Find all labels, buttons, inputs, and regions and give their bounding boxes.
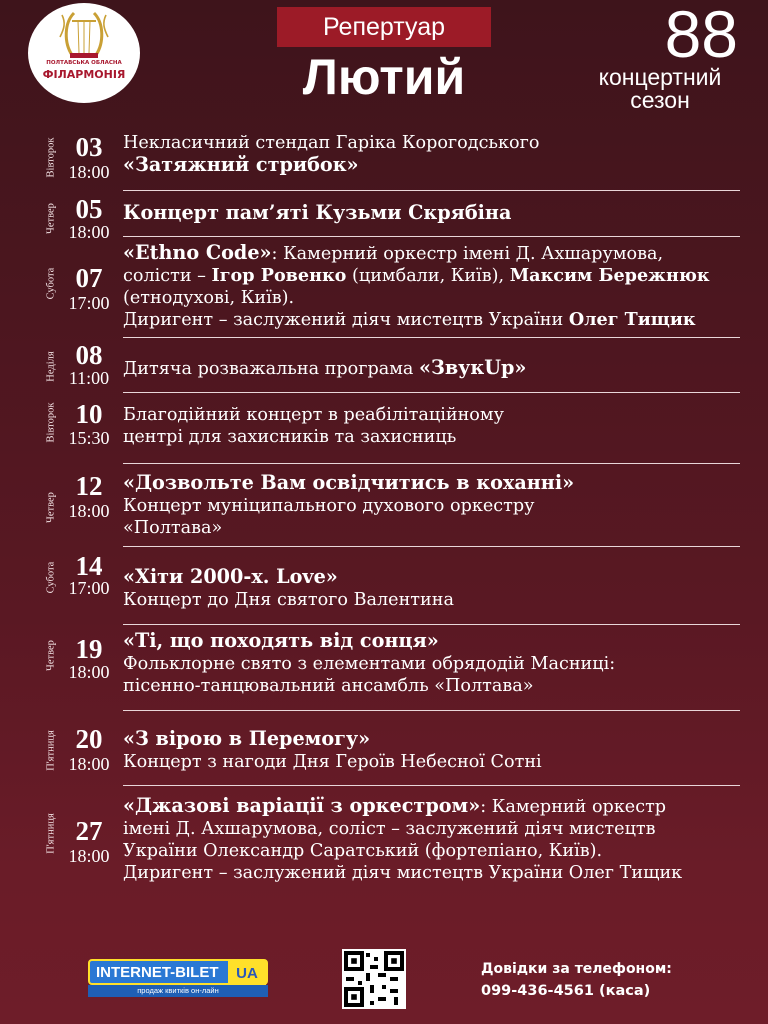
- event-line: [123, 287, 755, 309]
- event-text-segment: Концерт з нагоди Дня Героїв Небесної Сотні: [123, 752, 542, 772]
- event-text-segment: : Камерний оркестр імені Д. Ахшарумова,: [271, 244, 664, 264]
- event-text-segment: Фольклорне свято з елементами обрядодій Масниці:: [123, 654, 616, 674]
- separator: [123, 463, 740, 464]
- contact-phone[interactable]: 099-436-4561 (каса): [481, 983, 651, 999]
- qr-code[interactable]: [342, 949, 406, 1009]
- event-text-segment: «Затяжний стрибок»: [123, 153, 359, 176]
- event-text-segment: солісти –: [123, 266, 212, 286]
- event-day-label: Вівторок: [45, 402, 57, 443]
- event-line: [123, 795, 755, 818]
- month-title: Лютий: [302, 49, 466, 105]
- separator: [123, 337, 740, 338]
- event-description: [123, 357, 755, 380]
- event-date: 27: [75, 816, 103, 846]
- repertoire-banner: Репертуар: [277, 7, 491, 47]
- event-line: [123, 589, 755, 611]
- event-text-segment: Дитяча розважальна програма: [123, 359, 419, 379]
- event-text-segment: «З вірою в Перемогу»: [123, 727, 371, 750]
- separator: [123, 785, 740, 786]
- season-line2: сезон: [630, 87, 690, 113]
- event-text-segment: пісенно-танцювальний ансамбль «Полтава»: [123, 676, 534, 696]
- event-line: [123, 517, 755, 539]
- bilet-tagline: продаж квитків он-лайн: [88, 985, 268, 997]
- event-text-segment: Концерт муніципального духового оркестру: [123, 496, 535, 516]
- event-text-segment: Ігор Ровенко: [211, 265, 347, 286]
- event-description: [123, 728, 755, 773]
- event-text-segment: центрі для захисників та захисниць: [123, 427, 457, 447]
- event-line: [123, 404, 755, 426]
- event-text-segment: (етнодухові, Київ).: [123, 288, 295, 308]
- event-day-label: Неділя: [45, 351, 57, 382]
- event-line: [123, 472, 755, 495]
- event-description: [123, 202, 755, 225]
- event-day-label: Субота: [45, 561, 57, 594]
- event-description: [123, 242, 755, 331]
- separator: [123, 236, 740, 237]
- event-line: [123, 751, 755, 773]
- event-description: [123, 404, 755, 448]
- event-text-segment: : Камерний оркестр: [480, 797, 667, 817]
- event-text-segment: Концерт пам’яті Кузьми Скрябіна: [123, 201, 512, 224]
- event-day-label: Четвер: [45, 492, 57, 523]
- event-description: [123, 630, 755, 697]
- separator: [123, 710, 740, 711]
- event-line: [123, 202, 755, 225]
- event-time: 18:00: [68, 162, 110, 182]
- event-description: [123, 795, 755, 884]
- event-text-segment: Некласичний стендап Гаріка Корогодського: [123, 133, 540, 153]
- event-day-label: Субота: [45, 267, 57, 300]
- logo-title: ФІЛАРМОНІЯ: [42, 68, 126, 81]
- event-text-segment: «Джазові варіації з оркестром»: [123, 794, 481, 817]
- event-description: [123, 472, 755, 539]
- event-line: [123, 265, 755, 287]
- event-text-segment: Концерт до Дня святого Валентина: [123, 590, 454, 610]
- event-line: [123, 840, 755, 862]
- event-text-segment: «Дозвольте Вам освідчитись в коханні»: [123, 471, 575, 494]
- event-line: [123, 653, 755, 675]
- event-date: 20: [75, 724, 103, 754]
- event-line: [123, 862, 755, 884]
- logo-subtitle: ПОЛТАВСЬКА ОБЛАСНА: [46, 60, 122, 66]
- qr-code-icon: [342, 949, 406, 1009]
- event-text-segment: «Ті, що походять від сонця»: [123, 629, 439, 652]
- event-line: [123, 309, 755, 331]
- contact-info: [481, 958, 761, 1002]
- event-time: 18:00: [68, 222, 110, 242]
- event-text-segment: «Полтава»: [123, 518, 223, 538]
- separator: [123, 392, 740, 393]
- bilet-ua: UA: [228, 961, 266, 987]
- event-time: 11:00: [68, 368, 110, 388]
- season-number: 88: [664, 0, 738, 71]
- event-text-segment: Диригент – заслужений діяч мистецтв України Олег Тищик: [123, 863, 683, 883]
- event-date: 12: [75, 471, 103, 501]
- event-day-label: Четвер: [45, 203, 57, 234]
- event-line: [123, 357, 755, 380]
- event-time: 18:00: [68, 501, 110, 521]
- event-line: [123, 132, 755, 154]
- bilet-logo-body: [88, 959, 268, 985]
- season-line1: концертний: [598, 64, 722, 90]
- separator: [123, 190, 740, 191]
- event-line: [123, 495, 755, 517]
- event-line: [123, 426, 755, 448]
- event-line: [123, 242, 755, 265]
- event-description: [123, 566, 755, 611]
- event-date: 03: [75, 132, 103, 162]
- event-time: 18:00: [68, 846, 110, 866]
- event-date: 19: [75, 634, 103, 664]
- event-text-segment: Диригент – заслужений діяч мистецтв України: [123, 310, 569, 330]
- event-day-label: П'ятниця: [45, 730, 57, 771]
- event-line: [123, 154, 755, 177]
- event-date: 14: [75, 551, 103, 581]
- event-time: 15:30: [68, 428, 110, 448]
- event-text-segment: (цимбали, Київ),: [346, 266, 510, 286]
- event-line: [123, 566, 755, 589]
- event-date: 08: [75, 340, 103, 370]
- separator: [123, 546, 740, 547]
- event-text-segment: «Хіти 2000-х. Love»: [123, 565, 338, 588]
- event-line: [123, 675, 755, 697]
- event-line: [123, 818, 755, 840]
- event-text-segment: «Ethno Code»: [123, 241, 272, 264]
- separator: [123, 624, 740, 625]
- event-text-segment: Максим Бережнюк: [509, 265, 710, 286]
- event-text-segment: імені Д. Ахшарумова, соліст – заслужений діяч мистецтв: [123, 819, 656, 839]
- event-line: [123, 630, 755, 653]
- event-day-label: П'ятниця: [45, 813, 57, 854]
- event-date: 05: [75, 194, 103, 224]
- event-time: 17:00: [68, 578, 110, 598]
- event-time: 18:00: [68, 754, 110, 774]
- event-date: 10: [75, 399, 103, 429]
- event-text-segment: Олег Тищик: [568, 309, 696, 330]
- bilet-name: INTERNET-BILET: [96, 964, 219, 981]
- event-text-segment: Благодійний концерт в реабілітаційному: [123, 405, 504, 425]
- event-description: [123, 132, 755, 177]
- event-date: 07: [75, 263, 103, 293]
- event-time: 17:00: [68, 293, 110, 313]
- event-time: 18:00: [68, 662, 110, 682]
- event-day-label: Вівторок: [45, 137, 57, 178]
- contact-title: Довідки за телефоном:: [481, 961, 672, 977]
- internet-bilet-logo[interactable]: [88, 959, 268, 997]
- event-line: [123, 728, 755, 751]
- event-day-label: Четвер: [45, 640, 57, 671]
- event-text-segment: України Олександр Саратський (фортепіано, Київ).: [123, 841, 603, 861]
- event-text-segment: «ЗвукUp»: [418, 356, 527, 379]
